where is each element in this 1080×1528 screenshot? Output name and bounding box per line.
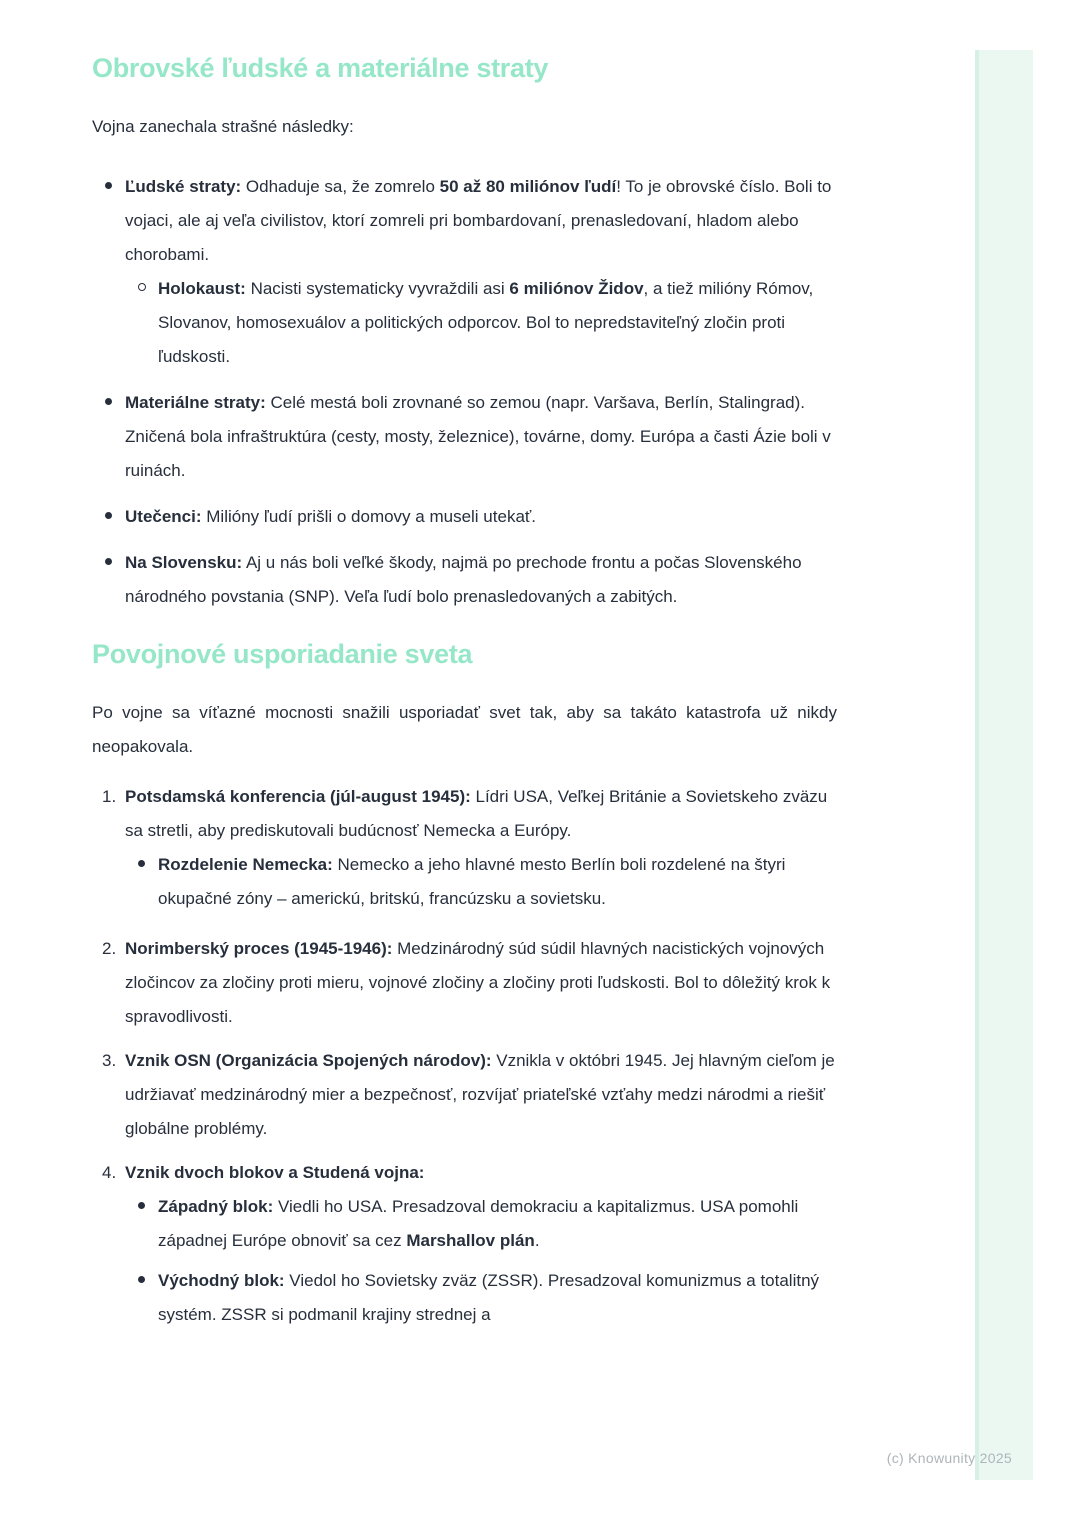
- bold-text: Materiálne straty:: [125, 393, 266, 412]
- text: Viedli ho USA. Presadzoval demokraciu a kapitalizmus. USA pomohli západnej Európe obnoviť sa cez: [158, 1197, 799, 1250]
- text: Celé mestá boli zrovnané so zemou (napr. Varšava, Berlín, Stalingrad). Zničená bola infraštruktúra (cesty, mosty, železnice), továrne, domy. Európa a časti Ázie boli v ruinách.: [125, 393, 831, 480]
- text: Milióny ľudí prišli o domovy a museli utekať.: [201, 507, 536, 526]
- list-item-text: [158, 1264, 837, 1332]
- text: Vznikla v októbri 1945. Jej hlavným cieľom je udržiavať medzinárodný mier a bezpečnosť, rozvíjať priateľské vzťahy medzi národmi a riešiť globálne problémy.: [125, 1051, 835, 1138]
- bold-text: Na Slovensku:: [125, 553, 243, 572]
- bullet-icon: [92, 500, 125, 534]
- text: Odhaduje sa, že zomrelo: [241, 177, 440, 196]
- text: Nemecko a jeho hlavné mesto Berlín boli rozdelené na štyri okupačné zóny – americkú, britskú, francúzsku a sovietsku.: [158, 855, 786, 908]
- bullet-icon: [125, 848, 158, 882]
- list-item-text: [125, 386, 837, 488]
- bold-text: Holokaust:: [158, 279, 246, 298]
- section2-intro: Po vojne sa víťazné mocnosti snažili usporiadať svet tak, aby sa takáto katastrofa už nikdy neopakovala.: [92, 703, 837, 756]
- circle-bullet-icon: [125, 272, 158, 306]
- bold-text: Západný blok:: [158, 1197, 274, 1216]
- list-item: [92, 1156, 837, 1338]
- sub-list: [125, 272, 837, 374]
- postwar-list: [92, 780, 837, 1338]
- list-item-text: [125, 500, 837, 534]
- circle-bullet-icon: [138, 283, 146, 291]
- bold-text: 50 až 80 miliónov ľudí: [439, 177, 617, 196]
- list-item-text: [125, 780, 837, 922]
- list-item: [92, 170, 837, 374]
- list-item-text: [125, 546, 837, 614]
- list-item: [92, 500, 837, 534]
- list-item-text: [125, 1156, 837, 1338]
- list-item: [92, 780, 837, 922]
- bullet-icon: [138, 1276, 145, 1283]
- list-item: [125, 1264, 837, 1332]
- text: Nacisti systematicky vyvraždili asi: [245, 279, 510, 298]
- bold-text: Marshallov plán: [406, 1231, 535, 1250]
- sub-list: [125, 848, 837, 916]
- list-item: [125, 272, 837, 374]
- list-item: [92, 932, 837, 1034]
- list-item-text: [158, 848, 837, 916]
- text: ! To je obrovské číslo. Boli to vojaci, ale aj veľa civilistov, ktorí zomreli pri bombardovaní, prenasledovaní, hladom alebo chorobami.: [125, 177, 832, 264]
- bold-text: Ľudské straty:: [125, 177, 242, 196]
- item-number: 2.: [102, 939, 117, 958]
- section1-title: Obrovské ľudské a materiálne straty: [92, 53, 549, 83]
- list-item-text: [158, 1190, 837, 1258]
- page-accent-band: [975, 50, 1033, 1480]
- bullet-icon: [105, 398, 112, 405]
- text: Medzinárodný súd súdil hlavných nacistických vojnových zločincov za zločiny proti mieru, vojnové zločiny a zločiny proti ľudskosti. Bol to dôležitý krok k spravodlivosti.: [125, 939, 831, 1026]
- list-item-text: [125, 932, 837, 1034]
- list-item-text: [158, 272, 837, 374]
- item-number: 4.: [102, 1163, 117, 1182]
- text: .: [534, 1231, 540, 1250]
- section1-intro: Vojna zanechala strašné následky:: [92, 117, 354, 136]
- list-item: [92, 1044, 837, 1146]
- bullet-icon: [92, 546, 125, 580]
- bullet-icon: [125, 1264, 158, 1298]
- section2-title: Povojnové usporiadanie sveta: [92, 639, 473, 669]
- text: Aj u nás boli veľké škody, najmä po prechode frontu a počas Slovenského národného povstania (SNP). Veľa ľudí bolo prenasledovaných a zabitých.: [125, 553, 802, 606]
- list-item: [125, 1190, 837, 1258]
- list-item: [92, 546, 837, 614]
- list-item-text: [125, 170, 837, 374]
- bullet-icon: [105, 512, 112, 519]
- document-content: [92, 52, 837, 1348]
- bold-text: Vznik OSN (Organizácia Spojených národov):: [125, 1051, 492, 1070]
- bullet-icon: [125, 1190, 158, 1224]
- sub-list: [125, 1190, 837, 1332]
- bold-text: Vznik dvoch blokov a Studená vojna:: [125, 1163, 425, 1182]
- bullet-icon: [138, 860, 145, 867]
- bullet-icon: [92, 386, 125, 420]
- copyright-notice: (c) Knowunity 2025: [886, 1450, 1012, 1466]
- text: Lídri USA, Veľkej Británie a Sovietskeho zväzu sa stretli, aby prediskutovali budúcnosť Nemecka a Európy.: [125, 787, 828, 840]
- text: Viedol ho Sovietsky zväz (ZSSR). Presadzoval komunizmus a totalitný systém. ZSSR si podmanil krajiny strednej a: [158, 1271, 820, 1324]
- text: , a tiež milióny Rómov, Slovanov, homosexuálov a politických odporcov. Bol to nepredstaviteľný zločin proti ľudskosti.: [158, 279, 814, 366]
- bold-text: Norimberský proces (1945-1946):: [125, 939, 393, 958]
- bold-text: Potsdamská konferencia (júl-august 1945):: [125, 787, 471, 806]
- bullet-icon: [105, 182, 112, 189]
- bullet-icon: [105, 558, 112, 565]
- bold-text: Rozdelenie Nemecka:: [158, 855, 333, 874]
- item-number: 1.: [102, 787, 117, 806]
- bullet-icon: [138, 1202, 145, 1209]
- list-item-text: [125, 1044, 837, 1146]
- bold-text: Utečenci:: [125, 507, 202, 526]
- bullet-icon: [92, 170, 125, 204]
- bold-text: Východný blok:: [158, 1271, 285, 1290]
- bold-text: 6 miliónov Židov: [509, 279, 644, 298]
- list-item: [125, 848, 837, 916]
- losses-list: [92, 170, 837, 614]
- list-item: [92, 386, 837, 488]
- item-number: 3.: [102, 1051, 117, 1070]
